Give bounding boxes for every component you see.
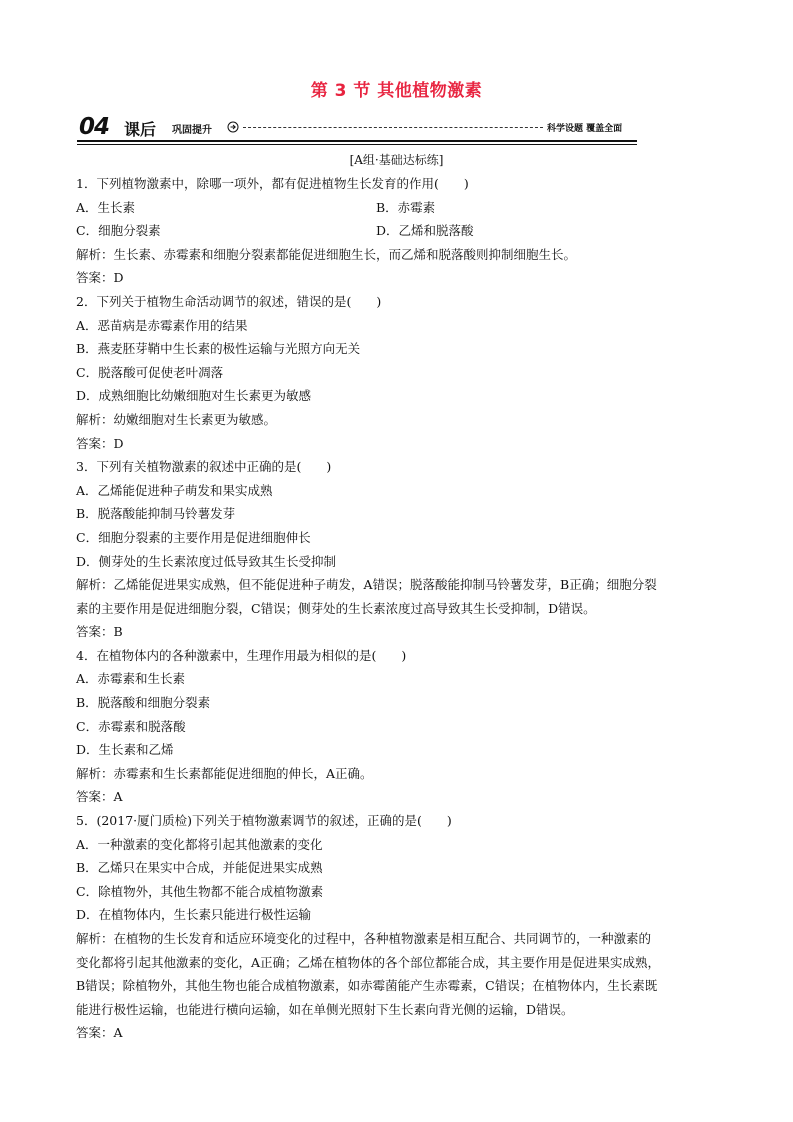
analysis-text: 解析：乙烯能促进果实成熟，但不能促进种子萌发，A错误；脱落酸能抑制马铃薯发芽，B正确；细胞分裂: [76, 577, 657, 593]
answer-text: 答案：B: [76, 624, 123, 640]
option-c: C．细胞分裂素: [76, 223, 161, 239]
question-stem: 4．在植物体内的各种激素中，生理作用最为相似的是( ): [76, 647, 407, 663]
answer-text: 答案：A: [76, 1025, 123, 1041]
banner-subtitle: 巩固提升: [172, 125, 212, 136]
option-b: B．脱落酸和细胞分裂素: [76, 695, 211, 711]
question-4: [76, 644, 726, 809]
answer-text: 答案：A: [76, 789, 123, 805]
option-b: B．乙烯只在果实中合成，并能促进果实成熟: [76, 860, 323, 876]
option-b: B．燕麦胚芽鞘中生长素的极性运输与光照方向无关: [76, 341, 361, 357]
banner-rule-thin: [77, 144, 637, 145]
option-d: D．生长素和乙烯: [76, 742, 174, 758]
question-stem: 1．下列植物激素中，除哪一项外，都有促进植物生长发育的作用( ): [76, 176, 469, 191]
question-3: [76, 455, 726, 644]
answer-text: 答案：D: [76, 435, 124, 451]
option-a: A．赤霉素和生长素: [76, 671, 186, 687]
analysis-text: 解析：幼嫩细胞对生长素更为敏感。: [76, 411, 277, 427]
circle-arrow-icon: [227, 121, 239, 133]
analysis-text: 解析：生长素、赤霉素和细胞分裂素都能促进细胞生长，而乙烯和脱落酸则抑制细胞生长。: [76, 246, 577, 262]
option-a: A．生长素: [76, 199, 136, 215]
analysis-text: 解析：在植物的生长发育和适应环境变化的过程中，各种植物激素是相互配合、共同调节的，一种激素的: [76, 931, 652, 946]
option-c: C．细胞分裂素的主要作用是促进细胞伸长: [76, 529, 311, 545]
option-b: B．赤霉素: [376, 199, 436, 215]
answer-text: 答案：D: [76, 270, 124, 286]
question-5: [76, 809, 726, 1045]
banner-badge-word: 课后: [124, 120, 157, 139]
question-stem: 5．(2017·厦门质检)下列关于植物激素调节的叙述，正确的是( ): [76, 813, 452, 829]
analysis-text: 能进行极性运输，也能进行横向运输，如在单侧光照射下生长素向背光侧的运输，D错误。: [76, 1001, 574, 1017]
question-2: [76, 290, 726, 455]
option-b: B．脱落酸能抑制马铃薯发芽: [76, 506, 236, 522]
option-row: [76, 219, 726, 243]
banner-dash-line: [243, 127, 543, 128]
question-stem: 2．下列关于植物生命活动调节的叙述，错误的是( ): [76, 293, 382, 309]
analysis-text: 变化都将引起其他激素的变化，A正确；乙烯在植物体的各个部位都能合成，其主要作用是促进果实成熟，: [76, 954, 661, 970]
option-d: D．成熟细胞比幼嫩细胞对生长素更为敏感: [76, 388, 312, 404]
option-d: D．乙烯和脱落酸: [376, 223, 474, 239]
option-a: A．恶苗病是赤霉素作用的结果: [76, 317, 248, 333]
option-d: D．侧芽处的生长素浓度过低导致其生长受抑制: [76, 553, 337, 569]
analysis-text: B错误；除植物外，其他生物也能合成植物激素，如赤霉菌能产生赤霉素，C错误；在植物体内，生长素既: [76, 978, 658, 994]
group-heading: [A组·基础达标练]: [349, 153, 444, 167]
page-title: 第 3 节 其他植物激素: [310, 81, 483, 101]
analysis-text: 解析：赤霉素和生长素都能促进细胞的伸长，A正确。: [76, 765, 373, 781]
banner-rule: [77, 140, 637, 142]
option-c: C．脱落酸可促使老叶凋落: [76, 364, 224, 380]
analysis-text: 素的主要作用是促进细胞分裂，C错误；侧芽处的生长素浓度过高导致其生长受抑制，D错误。: [76, 600, 596, 616]
option-row: [76, 196, 726, 220]
option-a: A．乙烯能促进种子萌发和果实成熟: [76, 482, 273, 498]
option-c: C．除植物外，其他生物都不能合成植物激素: [76, 883, 324, 899]
question-stem: 3．下列有关植物激素的叙述中正确的是( ): [76, 459, 332, 475]
option-a: A．一种激素的变化都将引起其他激素的变化: [76, 836, 323, 852]
option-d: D．在植物体内，生长素只能进行极性运输: [76, 907, 312, 923]
section-banner: [77, 112, 637, 142]
option-c: C．赤霉素和脱落酸: [76, 718, 186, 734]
question-list: [76, 172, 726, 1045]
question-1: [76, 172, 726, 290]
banner-right-text: 科学设题 覆盖全面: [547, 124, 623, 134]
banner-badge-number: 04: [79, 114, 110, 140]
